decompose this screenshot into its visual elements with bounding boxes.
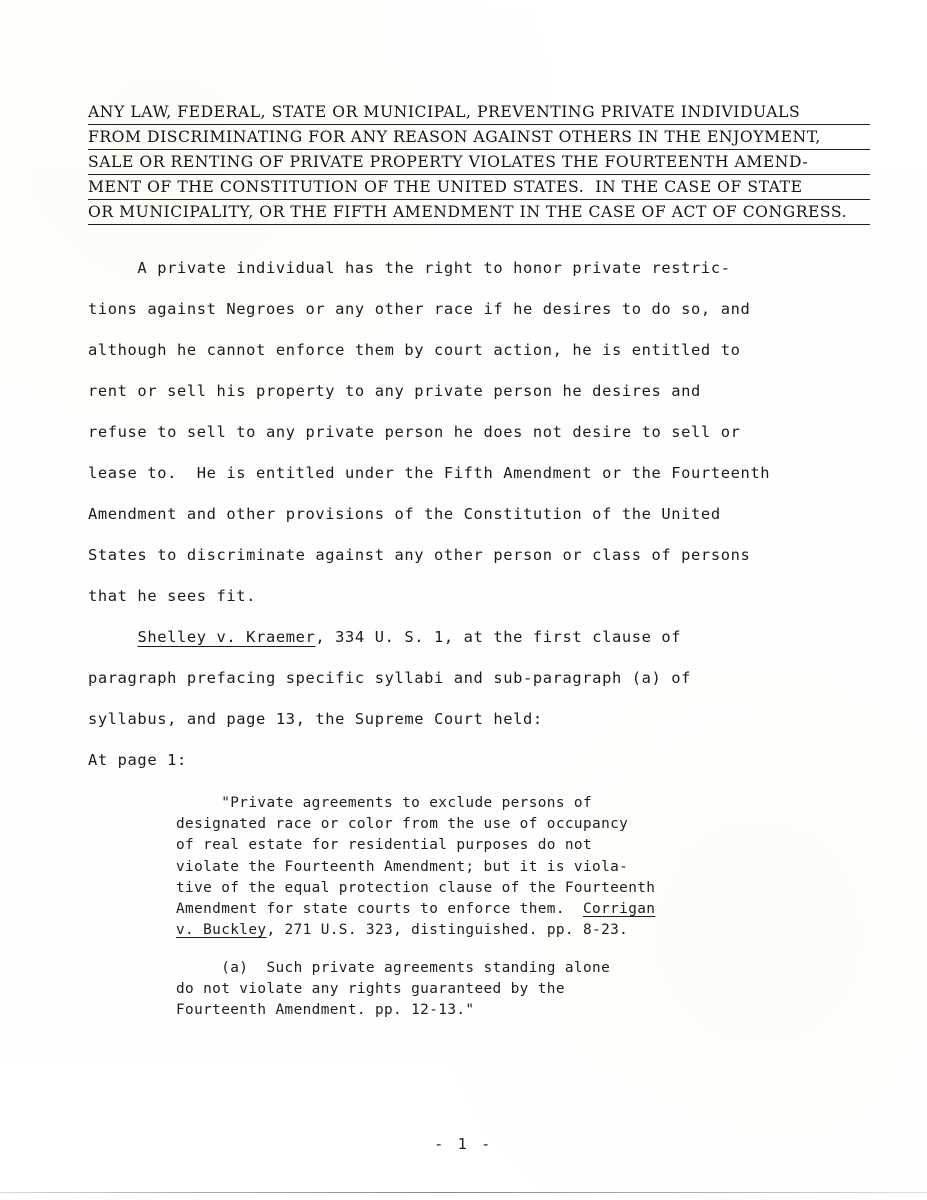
paragraph-one-line-3: although he cannot enforce them by court action, he is entitled to xyxy=(88,341,741,359)
quotation-main xyxy=(176,793,876,941)
heading-line-3: SALE OR RENTING OF PRIVATE PROPERTY VIOLATES THE FOURTEENTH AMEND- xyxy=(88,151,870,175)
document-content-column xyxy=(88,0,870,1200)
paragraph-one-line-2: tions against Negroes or any other race if he desires to do so, and xyxy=(88,300,751,318)
quotation-main-line-1: "Private agreements to exclude persons of xyxy=(176,795,593,811)
quotation-main-line-3: of real estate for residential purposes do not xyxy=(176,837,593,854)
scan-edge-line xyxy=(0,1192,927,1193)
paragraph-one-line-6: lease to. He is entitled under the Fifth Amendment or the Fourteenth xyxy=(88,464,771,482)
paragraph-one xyxy=(88,248,878,617)
heading-line-5: OR MUNICIPALITY, OR THE FIFTH AMENDMENT IN THE CASE OF ACT OF CONGRESS. xyxy=(88,201,870,225)
quotation-sub-line-1: (a) Such private agreements standing alone xyxy=(176,960,611,976)
paragraph-two-line-3: syllabus, and page 13, the Supreme Court held: xyxy=(88,710,543,728)
quotation-main-line-2: designated race or color from the use of occupancy xyxy=(176,816,629,833)
paragraph-one-line-5: refuse to sell to any private person he does not desire to sell or xyxy=(88,423,741,441)
paragraph-one-line-8: States to discriminate against any other person or class of persons xyxy=(88,546,751,564)
quotation-main-line-6 xyxy=(176,899,876,920)
paragraph-one-line-1: A private individual has the right to honor private restric- xyxy=(88,259,731,277)
paragraph-one-line-7: Amendment and other provisions of the Constitution of the United xyxy=(88,505,721,523)
paragraph-two xyxy=(88,617,878,740)
quotation-subparagraph-a xyxy=(176,958,876,1022)
quotation-main-line-5: tive of the equal protection clause of the Fourteenth xyxy=(176,879,656,896)
quotation-main-line-6-pre: Amendment for state courts to enforce them. xyxy=(176,901,583,918)
heading-line-1: ANY LAW, FEDERAL, STATE OR MUNICIPAL, PREVENTING PRIVATE INDIVIDUALS xyxy=(88,101,870,125)
paragraph-two-line-1-rest: , 334 U. S. 1, at the first clause of xyxy=(315,628,682,646)
document-heading xyxy=(88,101,870,226)
paragraph-two-line-1 xyxy=(88,617,878,658)
page-number-footer: - 1 - xyxy=(434,1135,493,1153)
paragraph-one-line-4: rent or sell his property to any private person he desires and xyxy=(88,382,701,400)
heading-line-4: MENT OF THE CONSTITUTION OF THE UNITED STATES. IN THE CASE OF STATE xyxy=(88,176,870,200)
at-page-lead-in xyxy=(88,740,878,781)
quotation-main-line-4: violate the Fourteenth Amendment; but it is viola- xyxy=(176,858,629,875)
heading-line-2: FROM DISCRIMINATING FOR ANY REASON AGAINST OTHERS IN THE ENJOYMENT, xyxy=(88,126,870,150)
quotation-main-line-7 xyxy=(176,920,876,941)
quotation-sub-line-2: do not violate any rights guaranteed by the xyxy=(176,981,565,998)
paragraph-two-indent xyxy=(88,628,137,646)
at-page-line: At page 1: xyxy=(88,751,187,769)
case-citation-shelley-v-kraemer: Shelley v. Kraemer xyxy=(137,628,316,646)
quotation-sub-line-3: Fourteenth Amendment. pp. 12-13." xyxy=(176,1002,475,1019)
paragraph-one-line-9: that he sees fit. xyxy=(88,587,257,605)
paragraph-two-line-2: paragraph prefacing specific syllabi and sub-paragraph (a) of xyxy=(88,669,692,687)
case-citation-corrigan: Corrigan xyxy=(582,901,656,918)
case-citation-v-buckley: v. Buckley xyxy=(176,922,267,939)
quotation-main-line-7-rest: , 271 U.S. 323, distinguished. pp. 8-23. xyxy=(266,922,629,939)
